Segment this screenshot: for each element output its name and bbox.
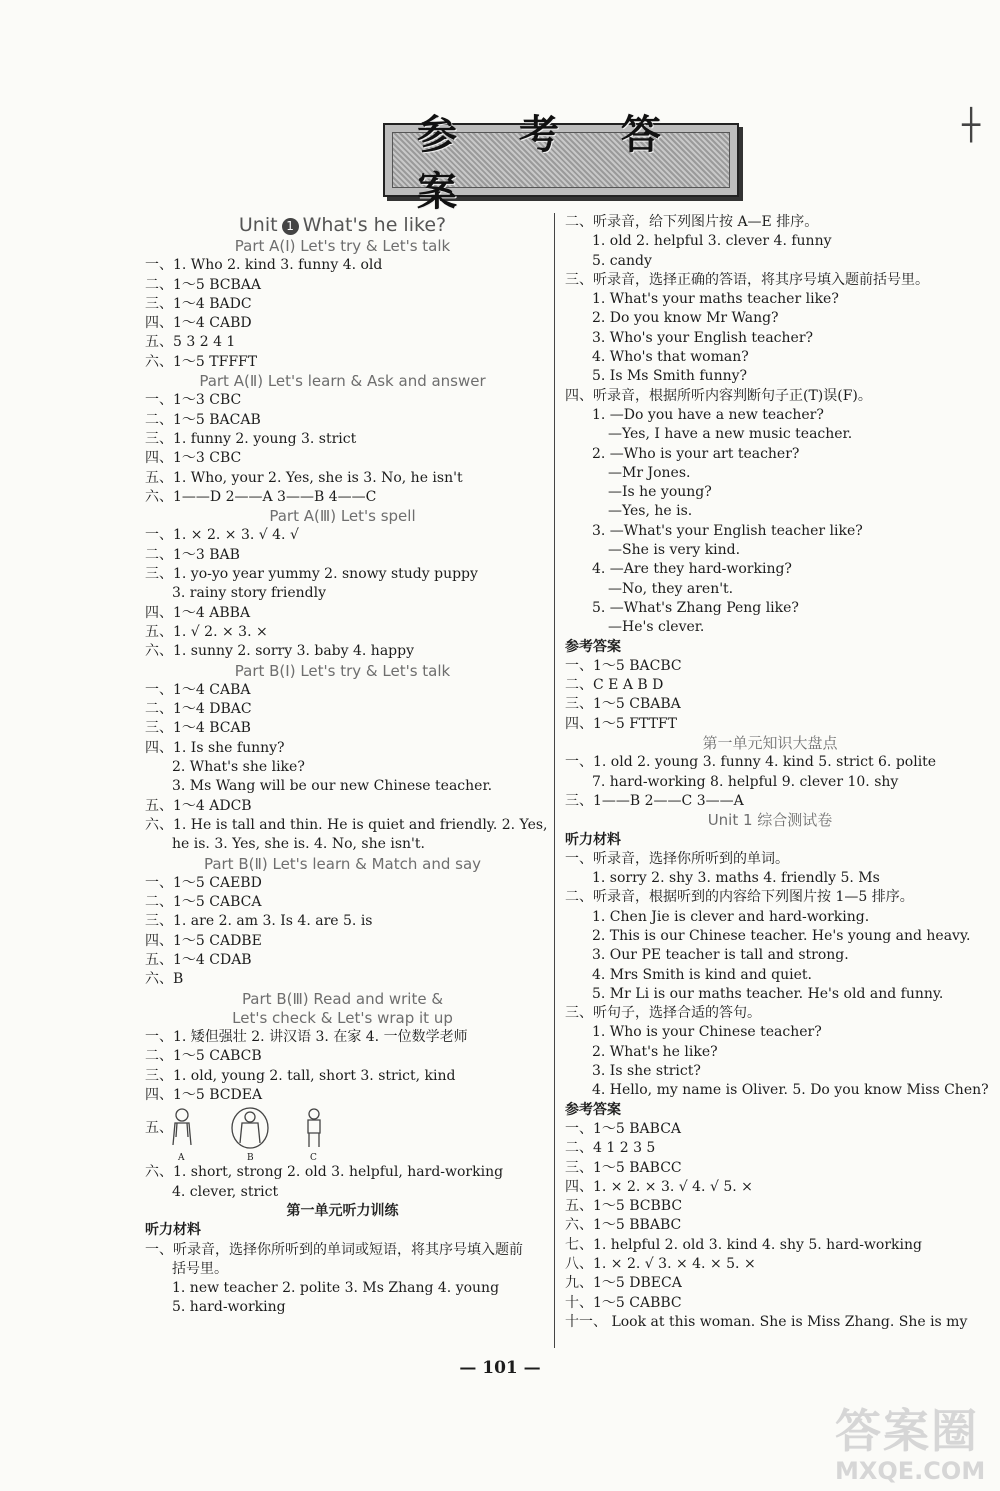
answer-line: 一、1～5 BABCA: [565, 1120, 682, 1137]
answer-line: 五、1～5 BCBBC: [565, 1198, 683, 1215]
section-label: 参考答案: [565, 638, 621, 655]
column-divider: [554, 213, 555, 1348]
answer-line: 一、听录音，选择你所听到的单词。: [565, 850, 789, 867]
left-lines: [145, 237, 548, 1105]
answer-line: 5. hard-working: [172, 1299, 286, 1316]
section-heading: 第一单元听力训练: [286, 1202, 399, 1219]
answer-line: 三、1～4 BCAB: [145, 720, 251, 737]
answer-line: 四、1～5 BCDEA: [145, 1087, 263, 1104]
answer-line: 2. This is our Chinese teacher. He's young and heavy.: [592, 927, 971, 944]
answer-line: 五、5 3 2 4 1: [145, 334, 236, 351]
answer-line: 3. —What's your English teacher like?: [592, 522, 863, 539]
answer-line: 六、1～5 TFFFT: [145, 353, 258, 370]
answer-line: 4. Who's that woman?: [592, 349, 749, 366]
page-number: — 101 —: [459, 1358, 541, 1378]
answer-line: 4. —Are they hard-working?: [592, 561, 792, 578]
answer-line: 三、听句子，选择合适的答句。: [565, 1005, 761, 1022]
answer-line: 五、1～4 CDAB: [145, 951, 252, 968]
answer-line: 5. Mr Li is our maths teacher. He's old and funny.: [592, 985, 944, 1002]
figure-c-illustration: [300, 1107, 328, 1149]
answer-line: —He's clever.: [608, 619, 705, 636]
answer-line: 1. Who is your Chinese teacher?: [592, 1024, 822, 1041]
figure-c-label: C: [310, 1153, 317, 1164]
answer-line: 四、1～5 CADBE: [145, 932, 262, 949]
right-column: [565, 213, 989, 1332]
answer-line: 一、1～3 CBC: [145, 392, 242, 409]
answer-line: 1. new teacher 2. polite 3. Ms Zhang 4. young: [172, 1280, 500, 1297]
answer-line: 2. What's she like?: [172, 759, 305, 776]
answer-line: 4. Mrs Smith is kind and quiet.: [592, 966, 813, 983]
answer-line: 三、1. are 2. am 3. Is 4. are 5. is: [145, 913, 373, 930]
section-heading: Let's check & Let's wrap it up: [232, 1008, 453, 1027]
answer-line: he is. 3. Yes, she is. 4. No, she isn't.: [172, 836, 425, 853]
watermark-url: MXQE.COM: [835, 1457, 986, 1485]
answer-line: 五、1. Who, your 2. Yes, she is 3. No, he isn't: [145, 469, 463, 486]
answer-line: 四、1～3 CBC: [145, 450, 242, 467]
title-banner-inner: [392, 112, 730, 215]
answer-line: 一、1. Who 2. kind 3. funny 4. old: [145, 257, 383, 274]
answer-line: 四、1～4 ABBA: [145, 604, 251, 621]
answer-line: 三、听录音，选择正确的答语，将其序号填入题前括号里。: [565, 271, 929, 288]
answer-line: 三、1～5 CBABA: [565, 696, 681, 713]
answer-line: 三、1～4 BADC: [145, 295, 252, 312]
left-column: [145, 213, 548, 1318]
picture-row-label: 五、: [145, 1120, 173, 1137]
figure-b-label: B: [247, 1153, 254, 1164]
section-label: 听力材料: [565, 831, 621, 848]
answer-line: 5. candy: [592, 252, 652, 269]
answer-line: 五、1～4 ADCB: [145, 797, 252, 814]
answer-line: 十、1～5 CABBC: [565, 1294, 682, 1311]
answer-line: 二、听录音，根据听到的内容给下列图片按 1—5 排序。: [565, 889, 914, 906]
answer-line: 3. Who's your English teacher?: [592, 329, 814, 346]
section-heading: Part A(Ⅱ) Let's learn & Ask and answer: [199, 372, 486, 391]
left-lines-end: [145, 1163, 540, 1317]
answer-line: 括号里。: [172, 1260, 228, 1277]
answer-line: 2. —Who is your art teacher?: [592, 445, 800, 462]
section-label: 参考答案: [565, 1101, 621, 1118]
answer-line: 六、1. short, strong 2. old 3. helpful, hard-working: [145, 1164, 504, 1181]
answer-line: 4. clever, strict: [172, 1183, 279, 1200]
answer-line: —Yes, I have a new music teacher.: [608, 426, 853, 443]
answer-line: 一、1～4 CABA: [145, 681, 251, 698]
unit-prefix: Unit: [238, 214, 278, 236]
answer-line: 1. old 2. helpful 3. clever 4. funny: [592, 233, 832, 250]
answer-line: 3. Ms Wang will be our new Chinese teacher.: [172, 778, 493, 795]
answer-line: —Is he young?: [608, 484, 712, 501]
answer-line: 2. What's he like?: [592, 1043, 718, 1060]
answer-line: 六、1. sunny 2. sorry 3. baby 4. happy: [145, 643, 415, 660]
unit-title: [145, 213, 540, 237]
answer-line: —No, they aren't.: [608, 580, 734, 597]
answer-line: 四、1. Is she funny?: [145, 739, 285, 756]
answer-line: 二、1～4 DBAC: [145, 701, 252, 718]
page-title: 参 考 答 案: [417, 112, 685, 215]
answer-line: 八、1. × 2. √ 3. × 4. × 5. ×: [565, 1256, 756, 1273]
answer-line: 三、1～5 BABCC: [565, 1159, 682, 1176]
answer-line: 3. Our PE teacher is tall and strong.: [592, 947, 849, 964]
title-banner: [383, 112, 739, 215]
answer-line: 二、1～5 BCBAA: [145, 276, 262, 293]
answer-line: 七、1. helpful 2. old 3. kind 4. shy 5. hard-working: [565, 1236, 922, 1253]
answer-line: 六、B: [145, 971, 184, 988]
answer-line: 一、1. 矮但强壮 2. 讲汉语 3. 在家 4. 一位数学老师: [145, 1029, 468, 1046]
figure-a-illustration: [167, 1107, 197, 1149]
answer-line: 5. Is Ms Smith funny?: [592, 368, 748, 385]
answer-line: 五、1. √ 2. × 3. ×: [145, 623, 268, 640]
answer-line: 5. —What's Zhang Peng like?: [592, 599, 799, 616]
answer-line: 7. hard-working 8. helpful 9. clever 10. shy: [592, 773, 899, 790]
answer-line: 一、1～5 BACBC: [565, 657, 682, 674]
unit-title-text: What's he like?: [302, 214, 447, 236]
answer-line: 十一、 Look at this woman. She is Miss Zhang. She is my: [565, 1313, 968, 1330]
answer-line: 3. rainy story friendly: [172, 585, 326, 602]
answer-line: 一、听录音，选择你所听到的单词或短语，将其序号填入题前: [145, 1241, 523, 1258]
answer-line: 4. Hello, my name is Oliver. 5. Do you know Miss Chen?: [592, 1082, 989, 1099]
unit-number-badge: 1: [282, 218, 299, 235]
answer-line: 六、1. He is tall and thin. He is quiet and friendly. 2. Yes,: [145, 816, 548, 833]
figure-b-illustration: [230, 1107, 270, 1149]
answer-line: 二、C E A B D: [565, 677, 664, 694]
section-heading: Part A(Ⅲ) Let's spell: [269, 507, 416, 526]
answer-line: 二、4 1 2 3 5: [565, 1140, 656, 1157]
answer-line: 四、听录音，根据所听内容判断句子正(T)误(F)。: [565, 387, 872, 404]
answer-line: 1. sorry 2. shy 3. maths 4. friendly 5. Ms: [592, 870, 880, 887]
answer-line: 六、1——D 2——A 3——B 4——C: [145, 488, 377, 505]
answer-line: 3. Is she strict?: [592, 1063, 701, 1080]
watermark-logo: [835, 1395, 985, 1485]
section-heading: Part A(Ⅰ) Let's try & Let's talk: [234, 237, 451, 255]
answer-line: 1. What's your maths teacher like?: [592, 291, 839, 308]
answer-line: 一、1. × 2. × 3. √ 4. √: [145, 527, 299, 544]
answer-line: 三、1. old, young 2. tall, short 3. strict, kind: [145, 1067, 456, 1084]
section-heading: 第一单元知识大盘点: [702, 734, 838, 753]
section-heading: Unit 1 综合测试卷: [707, 811, 833, 830]
figure-a-label: A: [178, 1153, 185, 1164]
right-lines: [565, 213, 989, 1332]
answer-line: —Mr Jones.: [608, 464, 691, 481]
answer-line: 1. —Do you have a new teacher?: [592, 406, 824, 423]
answer-line: 一、1. old 2. young 3. funny 4. kind 5. strict 6. polite: [565, 754, 937, 771]
answer-line: 二、1～3 BAB: [145, 546, 240, 563]
answer-line: 2. Do you know Mr Wang?: [592, 310, 779, 327]
answer-line: —Yes, he is.: [608, 503, 693, 520]
answer-line: 二、1～5 CABCA: [145, 894, 262, 911]
answer-line: 三、1. yo-yo year yummy 2. snowy study puppy: [145, 566, 478, 583]
answer-line: 二、听录音，给下列图片按 A—E 排序。: [565, 214, 819, 230]
section-heading: Part B(Ⅲ) Read and write &: [241, 989, 444, 1008]
answer-line: 二、1～5 CABCB: [145, 1048, 262, 1065]
answer-line: 二、1～5 BACAB: [145, 411, 261, 428]
answer-line: 1. Chen Jie is clever and hard-working.: [592, 908, 870, 925]
picture-row: [145, 1105, 540, 1163]
answer-line: 三、1——B 2——C 3——A: [565, 792, 744, 809]
section-heading: Part B(Ⅱ) Let's learn & Match and say: [203, 854, 482, 873]
answer-line: 四、1～4 CABD: [145, 315, 252, 332]
answer-line: 四、1. × 2. × 3. √ 4. √ 5. ×: [565, 1178, 753, 1195]
corner-crop-mark: ┼: [962, 108, 981, 143]
section-heading: Part B(Ⅰ) Let's try & Let's talk: [234, 661, 451, 680]
answer-line: 六、1～5 BBABC: [565, 1217, 682, 1234]
answer-line: —She is very kind.: [608, 542, 741, 559]
section-label: 听力材料: [145, 1222, 201, 1239]
answer-line: 九、1～5 DBECA: [565, 1275, 682, 1292]
answer-line: 三、1. funny 2. young 3. strict: [145, 430, 357, 447]
answer-line: 一、1～5 CAEBD: [145, 874, 262, 891]
answer-line: 四、1～5 FTTFT: [565, 715, 677, 732]
watermark-text: 答案圈: [835, 1404, 979, 1458]
